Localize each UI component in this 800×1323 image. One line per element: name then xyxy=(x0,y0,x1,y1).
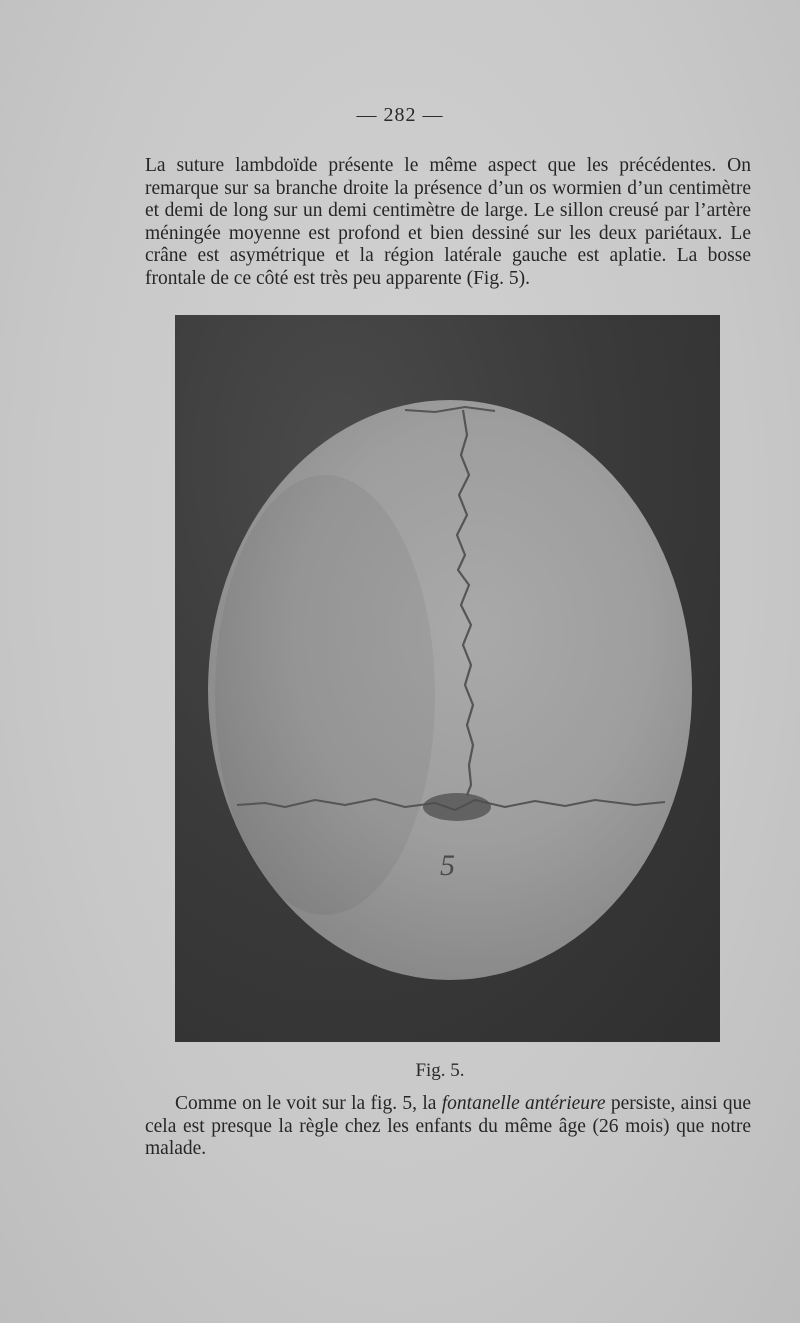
anterior-fontanelle xyxy=(423,793,491,821)
page-number: — 282 — xyxy=(356,104,444,126)
paragraph-lambdoid-suture: La suture lambdoïde présente le même aspect que les précédentes. On remarque sur sa branche droite la présence d’un os wormien d’un centimètre et demi de long sur un demi centimètre de large. Le sillon creusé par l’artère méningée moyenne est profond et bien dessiné sur les deux pariétaux. Le crâne est asymétrique et la région latérale gauche est aplatie. La bosse frontale de ce côté est très peu apparente (Fig. 5). xyxy=(145,155,751,289)
paragraph-2-before: Comme on le voit sur la fig. 5, la xyxy=(175,1093,442,1114)
figure-caption: Fig. 5. xyxy=(415,1060,465,1081)
skull-illustration xyxy=(175,315,720,1042)
paragraph-fontanelle xyxy=(145,1093,751,1161)
paragraph-2-after: persiste, ainsi que cela est presque la règle chez les enfants du même âge (26 mois) que notre malade. xyxy=(145,1093,751,1159)
skull-shadow xyxy=(215,475,435,915)
paragraph-2-italic: fontanelle antérieure xyxy=(441,1093,606,1114)
skull-photograph xyxy=(175,315,720,1042)
figure-inscription: 5 xyxy=(440,849,455,882)
